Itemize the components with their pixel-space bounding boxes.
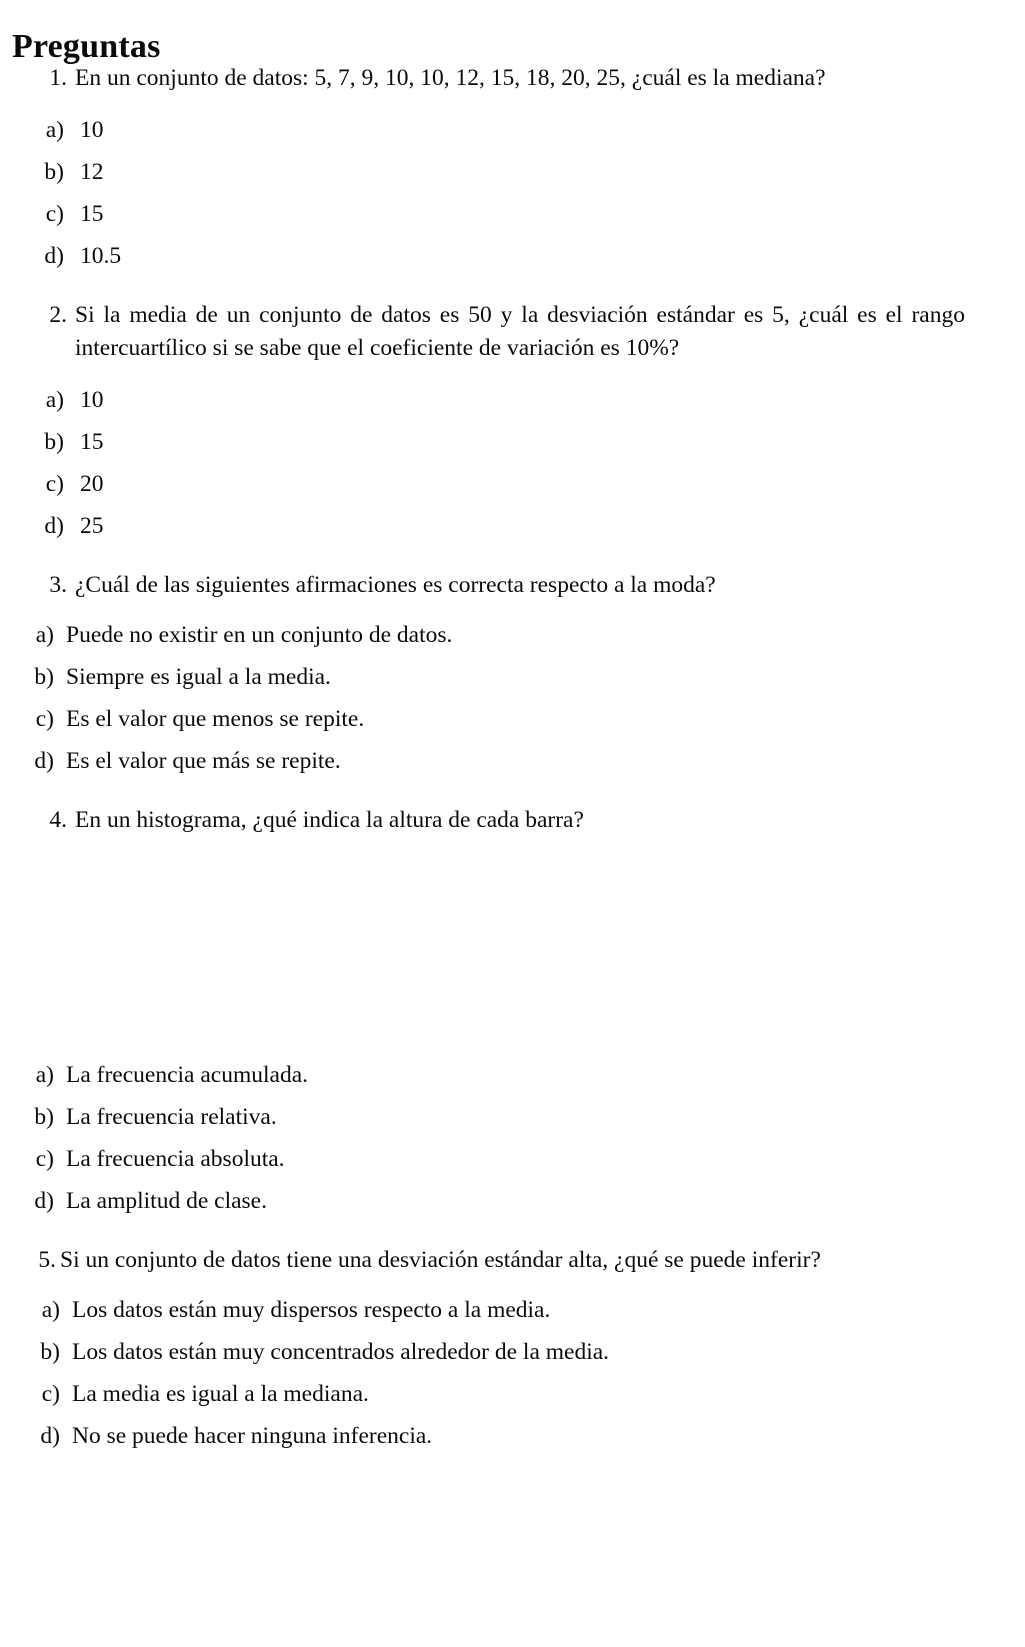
option-letter-5c: c) [41,1381,60,1407]
option-letter-2b: b) [44,429,64,455]
option-label-3a: Puede no existir en un conjunto de datos. [66,622,453,648]
option-letter-4a: a) [35,1062,54,1088]
option-label-3c: Es el valor que menos se repite. [66,706,365,732]
option-item-3a[interactable] [18,614,1025,656]
questions-list [0,62,1025,1463]
option-letter-3b: b) [34,664,54,690]
figure-placeholder-4 [0,837,1025,1042]
option-item-3c[interactable] [18,698,1025,740]
option-letter-1a: a) [45,117,64,143]
question-prompt-4: En un histograma, ¿qué indica la altura de cada barra? [75,807,584,833]
question-number-1: 1. [49,65,67,91]
option-letter-1b: b) [44,159,64,185]
option-letter-3c: c) [35,706,54,732]
option-letter-2a: a) [45,387,64,413]
option-letter-1c: c) [45,201,64,227]
option-letter-3a: a) [35,622,54,648]
question-item-1 [0,62,1025,277]
options-list-2 [28,379,1025,547]
option-letter-5b: b) [40,1339,60,1365]
option-item-4c[interactable] [18,1138,1025,1180]
option-item-3d[interactable] [18,740,1025,782]
option-label-3b: Siempre es igual a la media. [66,664,331,690]
question-item-2 [0,299,1025,547]
option-label-1a: 10 [80,117,104,143]
option-label-1d: 10.5 [80,243,122,269]
option-letter-4d: d) [34,1188,54,1214]
option-letter-4b: b) [34,1104,54,1130]
option-item-2c[interactable] [28,463,1025,505]
options-list-5 [24,1289,1025,1457]
question-prompt-1: En un conjunto de datos: 5, 7, 9, 10, 10, 12, 15, 18, 20, 25, ¿cuál es la mediana? [75,65,826,91]
option-item-2a[interactable] [28,379,1025,421]
option-item-5c[interactable] [24,1373,1025,1415]
options-list-4 [18,1054,1025,1222]
option-label-2a: 10 [80,387,104,413]
question-text-3 [49,569,965,602]
option-letter-5a: a) [41,1297,60,1323]
option-label-4a: La frecuencia acumulada. [66,1062,309,1088]
option-label-5b: Los datos están muy concentrados alrededor de la media. [72,1339,610,1365]
options-list-3 [18,614,1025,782]
question-number-5: 5. [38,1247,56,1273]
option-label-5a: Los datos están muy dispersos respecto a la media. [72,1297,551,1323]
option-label-4b: La frecuencia relativa. [66,1104,277,1130]
question-text-1 [49,62,965,95]
option-item-1c[interactable] [28,193,1025,235]
option-letter-2c: c) [45,471,64,497]
question-text-5 [38,1244,970,1277]
option-label-1c: 15 [80,201,104,227]
option-letter-2d: d) [44,513,64,539]
option-label-2b: 15 [80,429,104,455]
option-letter-3d: d) [34,748,54,774]
option-letter-1d: d) [44,243,64,269]
question-item-3 [0,569,1025,782]
option-letter-5d: d) [40,1423,60,1449]
option-item-4d[interactable] [18,1180,1025,1222]
option-item-2d[interactable] [28,505,1025,547]
question-text-4 [49,804,965,837]
option-item-5d[interactable] [24,1415,1025,1457]
option-label-2d: 25 [80,513,104,539]
question-prompt-2: Si la media de un conjunto de datos es 50 y la desviación estándar es 5, ¿cuál es el rango intercuartílico si se sabe que el coeficiente de variación es 10%? [75,302,965,361]
options-list-1 [28,109,1025,277]
option-item-4a[interactable] [18,1054,1025,1096]
question-text-2 [49,299,965,365]
option-item-5b[interactable] [24,1331,1025,1373]
option-label-5c: La media es igual a la mediana. [72,1381,369,1407]
option-label-1b: 12 [80,159,104,185]
option-item-1a[interactable] [28,109,1025,151]
option-label-5d: No se puede hacer ninguna inferencia. [72,1423,433,1449]
question-item-5 [0,1244,1025,1457]
option-item-1d[interactable] [28,235,1025,277]
question-number-2: 2. [49,302,67,328]
option-letter-4c: c) [35,1146,54,1172]
option-item-5a[interactable] [24,1289,1025,1331]
option-label-4d: La amplitud de clase. [66,1188,267,1214]
question-number-3: 3. [49,572,67,598]
option-label-4c: La frecuencia absoluta. [66,1146,285,1172]
option-item-3b[interactable] [18,656,1025,698]
option-label-2c: 20 [80,471,104,497]
option-label-3d: Es el valor que más se repite. [66,748,341,774]
option-item-1b[interactable] [28,151,1025,193]
question-prompt-5: Si un conjunto de datos tiene una desviación estándar alta, ¿qué se puede inferir? [60,1247,821,1273]
question-number-4: 4. [49,807,67,833]
option-item-4b[interactable] [18,1096,1025,1138]
question-prompt-3: ¿Cuál de las siguientes afirmaciones es correcta respecto a la moda? [75,572,716,598]
option-item-2b[interactable] [28,421,1025,463]
page-title: Preguntas [12,27,161,65]
question-item-4 [0,804,1025,1222]
